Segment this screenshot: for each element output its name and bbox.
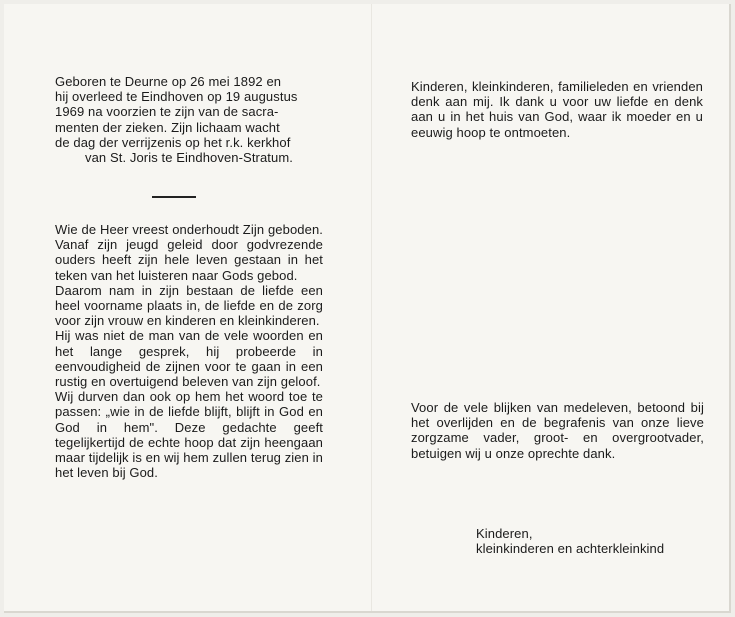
life-text xyxy=(55,222,323,480)
birth-line-last: van St. Joris te Eindhoven-Stratum. xyxy=(85,150,293,166)
paragraph: Hij was niet de man van de vele woorden en het lange gesprek, hij probeerde in eenvoudigheid de zijnen voor te gaan in een rustig en overtuigend beleven van zijn geloof. xyxy=(55,328,323,390)
birth-line: hij overleed te Eindhoven op 19 augustus xyxy=(55,89,298,105)
birth-line: de dag der verrijzenis op het r.k. kerkhof xyxy=(55,134,291,150)
paragraph: Kinderen, kleinkinderen, familieleden en vrienden denk aan mij. Ik dank u voor uw liefde en denk aan u in het huis van God, waar ik moeder en u eeuwig hoop te ontmoeten. xyxy=(411,79,703,140)
paragraph: Wij durven dan ook op hem het woord toe te passen: „wie in de liefde blijft, blijft in God en God in hem". Deze gedachte geeft tegelijkertijd de echte hoop dat zijn heengaan maar tijdelijk is en wij hem zullen terug zien in het leven bij God. xyxy=(55,389,323,481)
signature xyxy=(476,526,716,556)
divider-line xyxy=(152,196,196,198)
farewell-text xyxy=(411,79,703,140)
center-fold xyxy=(371,4,372,611)
paragraph: Voor de vele blijken van medeleven, betoond bij het overlijden en de begrafenis van onze lieve zorgzame vader, groot- en overgrootvader, betuigen wij u onze oprechte dank. xyxy=(411,400,704,461)
paragraph: Wie de Heer vreest onderhoudt Zijn geboden. Vanaf zijn jeugd geleid door godvrezende ouders heeft zijn hele leven gestaan in het teken van het luisteren naar Gods gebod. xyxy=(55,222,323,283)
thanks-text xyxy=(411,400,704,461)
birth-line: Geboren te Deurne op 26 mei 1892 en xyxy=(55,74,282,89)
birth-death-notice xyxy=(55,74,323,165)
birth-line: 1969 na voorzien te zijn van de sacra- xyxy=(55,104,279,120)
paragraph: Daarom nam in zijn bestaan de liefde een heel voorname plaats in, de liefde en de zorg voor zijn vrouw en kinderen en kleinkinderen. xyxy=(55,282,323,329)
birth-line: menten der zieken. Zijn lichaam wacht xyxy=(55,119,280,135)
signature-line: kleinkinderen en achterkleinkind xyxy=(476,541,665,557)
signature-line: Kinderen, xyxy=(476,526,533,541)
